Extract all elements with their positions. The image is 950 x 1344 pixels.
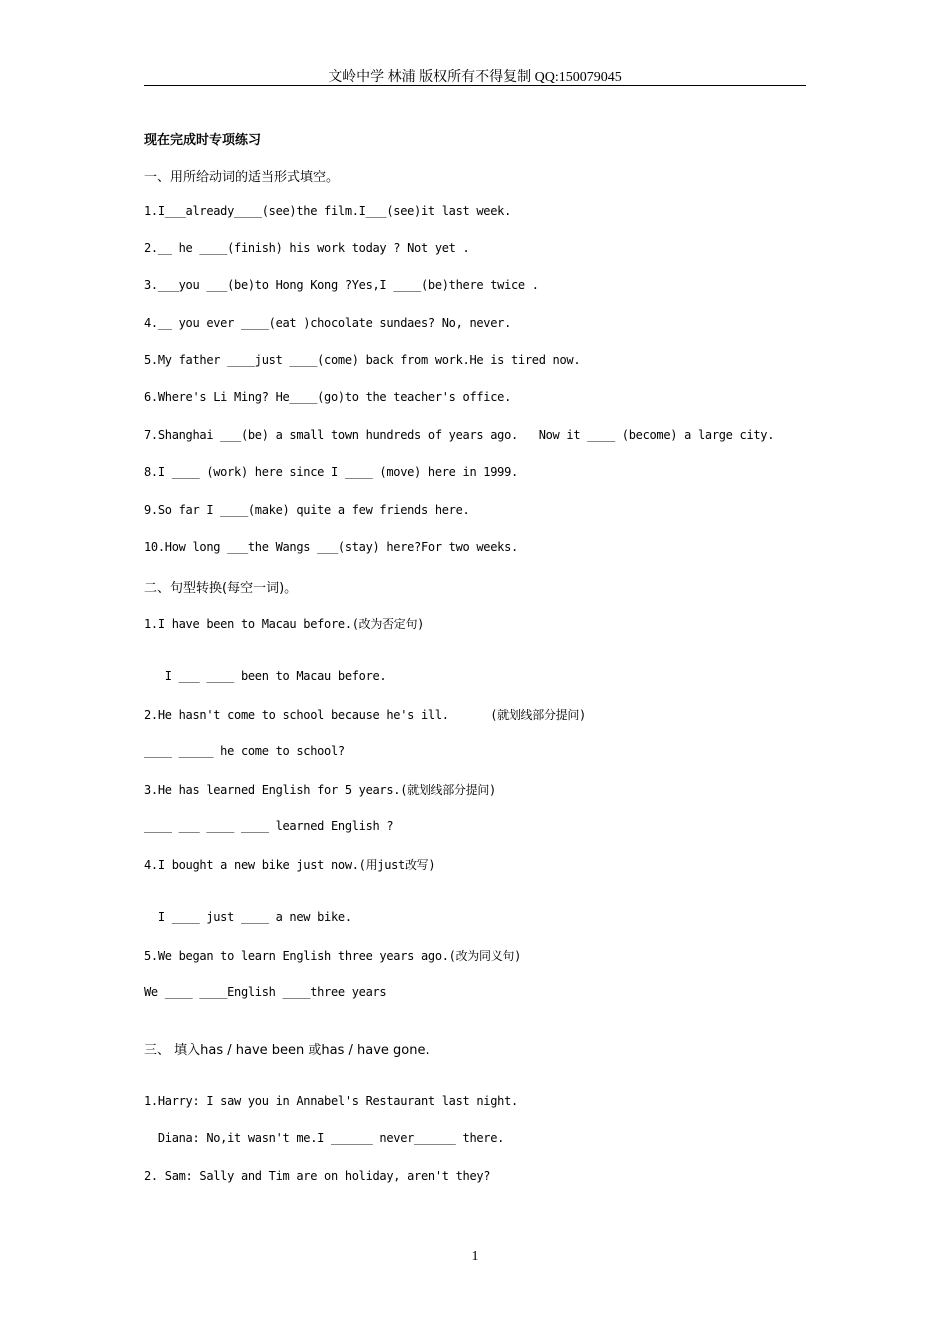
exercise-line: 5.My father ____just ____(come) back from work.He is tired now.	[144, 353, 581, 367]
exercise-line: 10.How long ___the Wangs ___(stay) here?For two weeks.	[144, 540, 518, 554]
exercise-line: 1.I have been to Macau before.(改为否定句)	[144, 617, 425, 631]
worksheet-title: 现在完成时专项练习	[144, 133, 262, 148]
answer-line: ____ _____ he come to school?	[144, 744, 345, 758]
answer-line: I ____ just ____ a new bike.	[144, 910, 352, 924]
answer-line: ____ ___ ____ ____ learned English ?	[144, 819, 394, 833]
section-heading-3: 三、 填入has / have been 或has / have gone.	[144, 1043, 430, 1058]
dialogue-line: Diana: No,it wasn't me.I ______ never______ there.	[144, 1131, 505, 1145]
exercise-line: 3.___you ___(be)to Hong Kong ?Yes,I ____(be)there twice .	[144, 278, 539, 292]
exercise-line: 7.Shanghai ___(be) a small town hundreds of years ago. Now it ____ (become) a large city.	[144, 428, 775, 442]
exercise-line: 3.He has learned English for 5 years.(就划线部分提问)	[144, 783, 496, 797]
dialogue-line: 2. Sam: Sally and Tim are on holiday, aren't they?	[144, 1169, 491, 1183]
exercise-line: 2.He hasn't come to school because he's ill. (就划线部分提问)	[144, 708, 586, 722]
exercise-line: 5.We began to learn English three years ago.(改为同义句)	[144, 949, 522, 963]
exercise-line: 4.__ you ever ____(eat )chocolate sundaes? No, never.	[144, 316, 512, 330]
header-divider	[144, 85, 806, 86]
dialogue-line: 1.Harry: I saw you in Annabel's Restaurant last night.	[144, 1094, 518, 1108]
exercise-line: 6.Where's Li Ming? He____(go)to the teacher's office.	[144, 390, 512, 404]
page-header: 文岭中学 林浦 版权所有不得复制 QQ:150079045	[328, 70, 622, 85]
answer-line: I ___ ____ been to Macau before.	[144, 669, 387, 683]
exercise-line: 1.I___already____(see)the film.I___(see)it last week.	[144, 204, 512, 218]
section-heading-2: 二、句型转换(每空一词)。	[144, 581, 298, 596]
exercise-line: 8.I ____ (work) here since I ____ (move) here in 1999.	[144, 465, 518, 479]
section-heading-1: 一、用所给动词的适当形式填空。	[144, 170, 340, 185]
exercise-line: 4.I bought a new bike just now.(用just改写)	[144, 858, 436, 872]
answer-line: We ____ ____English ____three years	[144, 985, 387, 999]
exercise-line: 9.So far I ____(make) quite a few friends here.	[144, 503, 470, 517]
exercise-line: 2.__ he ____(finish) his work today ? Not yet .	[144, 241, 470, 255]
page-number: 1	[471, 1249, 479, 1264]
